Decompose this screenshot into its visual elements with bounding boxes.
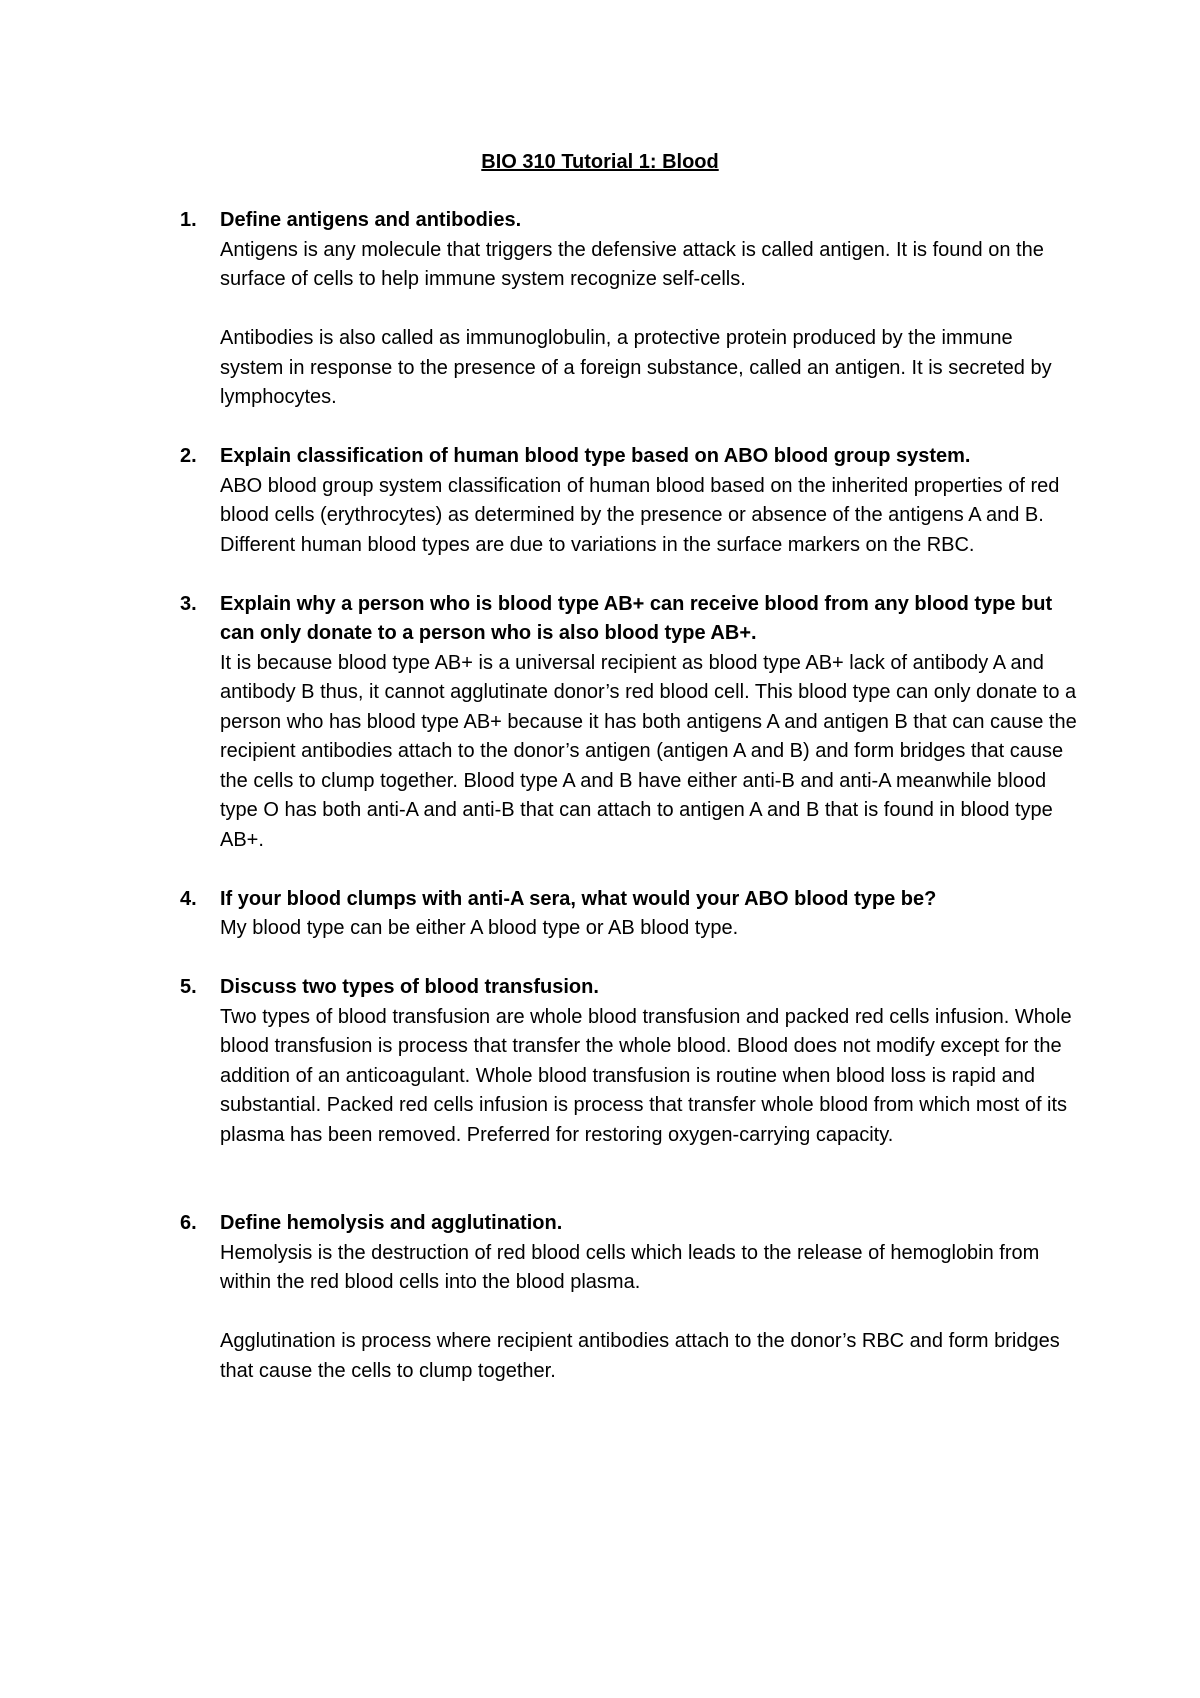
question-2 [180, 442, 1080, 560]
answer-paragraph: Antibodies is also called as immunoglobulin, a protective protein produced by the immune system in response to the presence of a foreign substance, called an antigen. It is secreted by lymphocytes. [220, 327, 1052, 408]
question-number: 2. [180, 445, 197, 467]
question-spacer [180, 1150, 1080, 1209]
question-text: Discuss two types of blood transfusion. [220, 976, 599, 998]
question-text: Explain why a person who is blood type AB+ can receive blood from any blood type but can only donate to a person who is also blood type AB+. [220, 592, 1053, 644]
document-title: BIO 310 Tutorial 1: Blood [481, 151, 719, 173]
question-6 [180, 1209, 1080, 1386]
question-spacer [180, 855, 1080, 885]
question-spacer [180, 944, 1080, 974]
answer-paragraph: Antigens is any molecule that triggers the defensive attack is called antigen. It is found on the surface of cells to help immune system recognize self-cells. [220, 238, 1044, 290]
question-text: Explain classification of human blood type based on ABO blood group system. [220, 445, 971, 467]
question-text: If your blood clumps with anti-A sera, what would your ABO blood type be? [220, 887, 937, 910]
answer-paragraph: My blood type can be either A blood type or AB blood type. [220, 917, 739, 939]
answer-paragraph: ABO blood group system classification of human blood based on the inherited properties of red blood cells (erythrocytes) as determined by the presence or absence of the antigens A and B. Different human blood types are due to variations in the surface markers on the RBC. [220, 474, 1060, 556]
question-text: Define antigens and antibodies. [220, 209, 522, 231]
question-number: 6. [180, 1212, 197, 1234]
question-spacer [180, 560, 1080, 590]
question-number: 3. [180, 592, 197, 615]
question-number: 1. [180, 209, 197, 231]
question-3 [180, 590, 1080, 856]
answer-paragraph: It is because blood type AB+ is a universal recipient as blood type AB+ lack of antibody A and antibody B thus, it cannot agglutinate donor’s red blood cell. This blood type can only donate to a person who has blood type AB+ because it has both antigens A and antigen B that can cause the recipient antibodies attach to the donor’s antigen (antigen A and B) and form bridges that cause the cells to clump together. Blood type A and B have either anti-B and anti-A meanwhile blood type O has both anti-A and anti-B that can attach to antigen A and B that is found in blood type AB+. [220, 651, 1077, 851]
question-spacer [180, 413, 1080, 443]
paragraph-spacer [220, 1298, 1080, 1328]
answer-paragraph: Two types of blood transfusion are whole blood transfusion and packed red cells infusion. Whole blood transfusion is process that transfer the whole blood. Blood does not modify except for the addition of an anticoagulant. Whole blood transfusion is routine when blood loss is rapid and substantial. Packed red cells infusion is process that transfer whole blood from which most of its plasma has been removed. Preferred for restoring oxygen-carrying capacity. [220, 1005, 1072, 1146]
answer-paragraph: Agglutination is process where recipient antibodies attach to the donor’s RBC and form bridges that cause the cells to clump together. [220, 1330, 1060, 1382]
question-1 [180, 206, 1080, 413]
question-number: 4. [180, 887, 197, 910]
question-4 [180, 885, 1080, 944]
question-5 [180, 973, 1080, 1150]
paragraph-spacer [220, 295, 1080, 325]
question-number: 5. [180, 976, 197, 998]
question-list [180, 206, 1080, 1386]
answer-paragraph: Hemolysis is the destruction of red blood cells which leads to the release of hemoglobin from within the red blood cells into the blood plasma. [220, 1241, 1040, 1293]
question-text: Define hemolysis and agglutination. [220, 1212, 563, 1234]
